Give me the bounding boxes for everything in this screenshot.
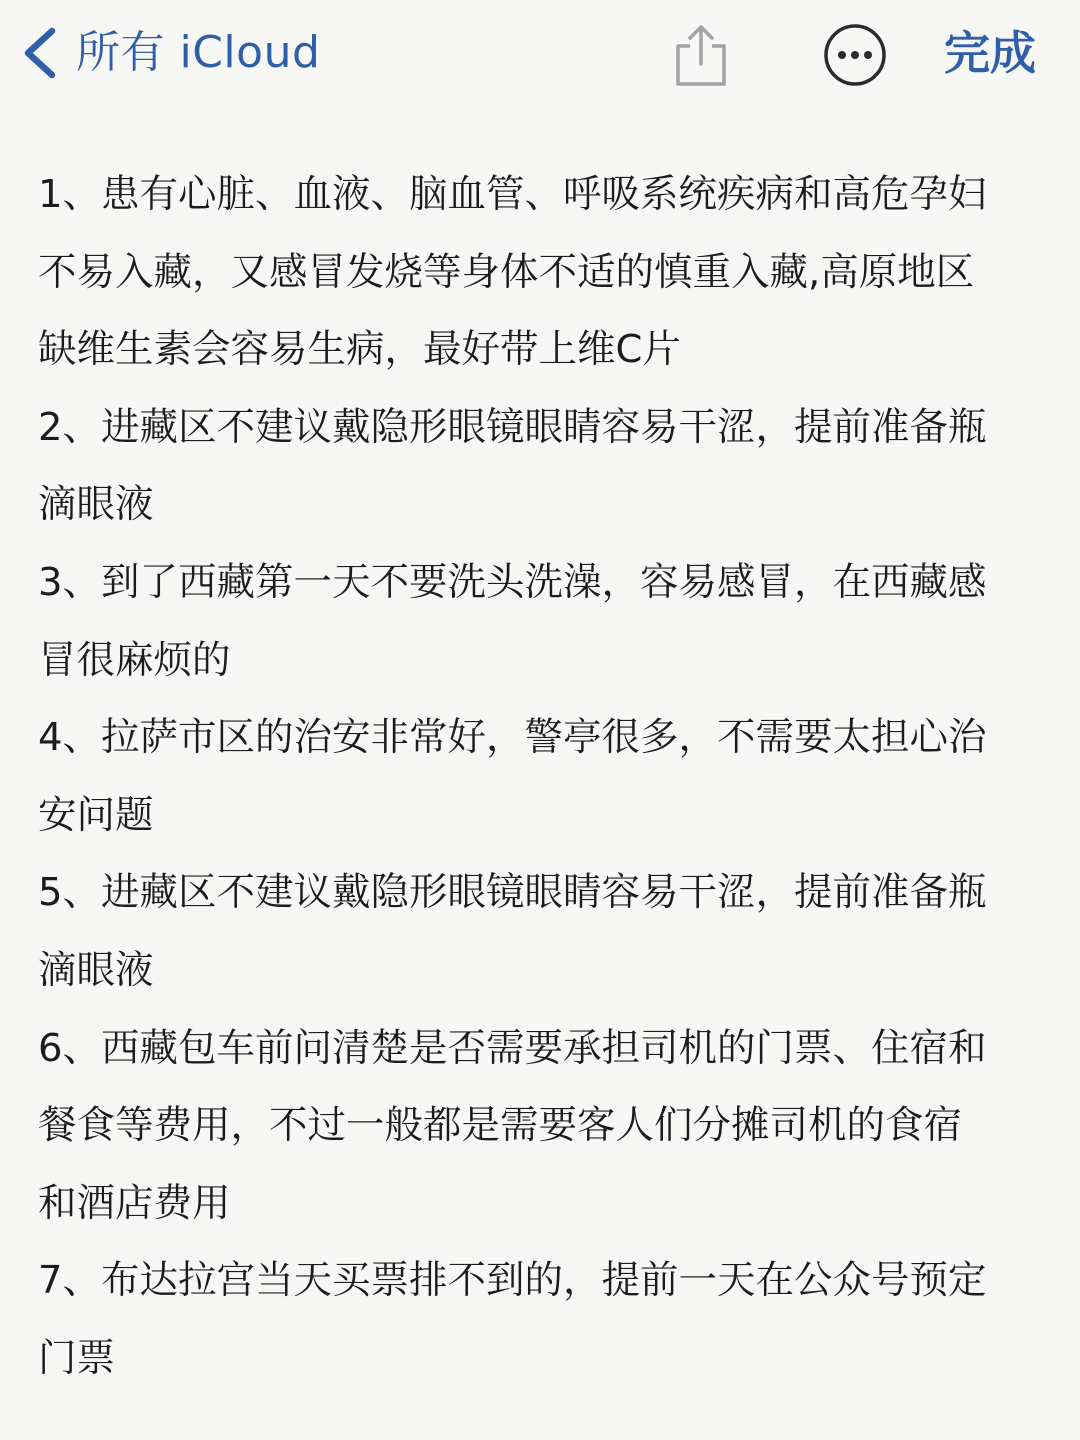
note-line: 门票 — [38, 1335, 116, 1381]
note-line: 和酒店费用 — [38, 1180, 231, 1226]
note-line: 5、进藏区不建议戴隐形眼镜眼睛容易干涩，提前准备瓶 — [38, 870, 987, 916]
note-line: 不易入藏，又感冒发烧等身体不适的慎重入藏,高原地区 — [38, 249, 975, 295]
note-body[interactable] — [38, 156, 1048, 1398]
note-line: 滴眼液 — [38, 947, 154, 993]
note-line: 2、进藏区不建议戴隐形眼镜眼睛容易干涩，提前准备瓶 — [38, 404, 987, 450]
navigation-bar — [0, 0, 1080, 110]
note-line: 餐食等费用，不过一般都是需要客人们分摊司机的食宿 — [38, 1103, 963, 1149]
chevron-left-icon — [16, 23, 68, 83]
share-icon — [666, 22, 736, 90]
note-line: 滴眼液 — [38, 482, 154, 528]
more-button[interactable] — [822, 22, 888, 88]
share-button[interactable] — [666, 22, 736, 90]
back-label: 所有 iCloud — [76, 27, 321, 78]
note-line: 7、布达拉宫当天买票排不到的，提前一天在公众号预定 — [38, 1258, 987, 1304]
note-line: 缺维生素会容易生病，最好带上维C片 — [38, 327, 681, 373]
note-line: 安问题 — [38, 792, 154, 838]
note-line: 4、拉萨市区的治安非常好，警亭很多，不需要太担心治 — [38, 715, 987, 761]
back-button[interactable] — [16, 18, 320, 88]
ellipsis-circle-icon — [822, 22, 888, 88]
note-line: 3、到了西藏第一天不要洗头洗澡，容易感冒，在西藏感 — [38, 559, 987, 605]
note-line: 冒很麻烦的 — [38, 637, 231, 683]
note-line: 1、患有心脏、血液、脑血管、呼吸系统疾病和高危孕妇 — [38, 172, 987, 217]
done-button[interactable]: 完成 — [944, 26, 1036, 80]
note-line: 6、西藏包车前问清楚是否需要承担司机的门票、住宿和 — [38, 1025, 987, 1071]
